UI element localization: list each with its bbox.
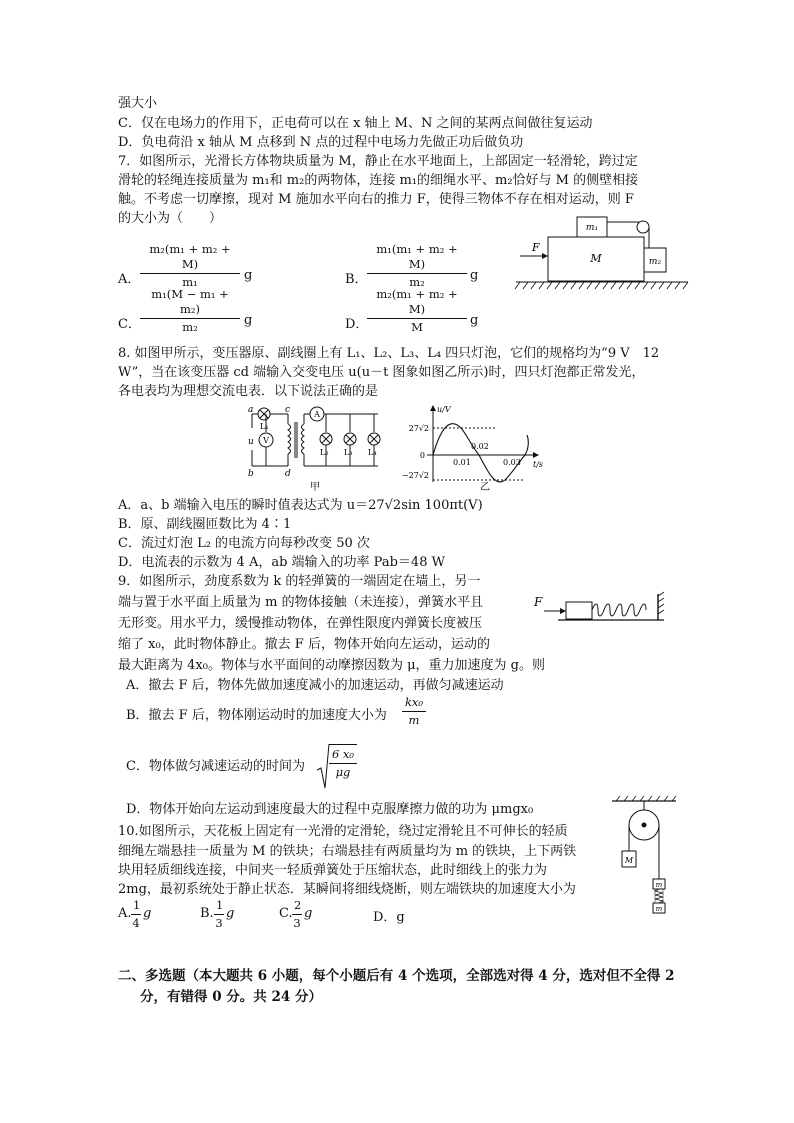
q10-option-c-fraction (292, 898, 302, 931)
lamp-L4-label: L₄ (368, 448, 377, 457)
y-min-label: −27√2 (401, 471, 429, 480)
q7-option-a-g: g (244, 268, 253, 283)
q9-option-d: D．物体开始向左运动到速度最大的过程中克服摩擦力做的功为 μmgx₀ (126, 802, 534, 817)
q8-stem-line3: 各电表均为理想交流电表．以下说法正确的是 (118, 384, 379, 399)
q9-sqrt-bar (329, 744, 357, 745)
q9-option-c-denominator: μg (335, 765, 351, 779)
q10-option-a-label: A. (118, 906, 132, 921)
section2-heading-line2: 分，有错得 0 分。共 24 分） (140, 989, 322, 1005)
m2-label: m₂ (648, 257, 662, 267)
q10-M-label: M (624, 856, 634, 865)
q9-figure (528, 590, 678, 630)
q10-option-c-g: g (304, 906, 313, 921)
q10-option-c-denominator: 3 (293, 916, 301, 930)
q8-stem-line2: W”，当在该变压器 cd 端输入交变电压 u(u－t 图象如图乙所示)时，四只灯泡都正常发光， (118, 365, 645, 380)
q9-option-b-denominator: m (408, 713, 420, 727)
q9-option-a: A．撤去 F 后，物体先做加速度减小的加速运动，再做匀减速运动 (126, 678, 504, 693)
q6-tail-line: 强大小 (118, 96, 158, 111)
q9-option-c: C．物体做匀减速运动的时间为 (126, 759, 305, 774)
sine-curve (433, 424, 528, 482)
terminal-c: c (285, 405, 291, 415)
lamp-L1-label: L₁ (260, 422, 269, 431)
q9-option-b-numerator: kx₀ (402, 695, 426, 712)
terminal-b: b (248, 469, 254, 479)
q9-option-c-fraction (329, 747, 357, 780)
ammeter-label: A (314, 410, 320, 419)
q10-option-a-g: g (143, 906, 152, 921)
force-arrowhead (542, 253, 548, 259)
q7-option-b-numerator: m₁(m₁ + m₂ + M) (367, 242, 467, 274)
q9-stem-line4: 缩了 x₀，此时物体静止。撤去 F 后，物体开始向左运动，运动的 (118, 637, 490, 652)
q7-option-c-numerator: m₁(M − m₁ + m₂) (140, 287, 240, 319)
q10-option-a-denominator: 4 (132, 916, 140, 930)
q8-circuit-figure (240, 400, 390, 495)
tick-0-01: 0.01 (453, 458, 471, 467)
pulley (637, 221, 649, 233)
q9-F-label: F (534, 595, 543, 609)
voltage-u-label: u (248, 437, 254, 447)
q9-force-arrowhead (560, 608, 566, 614)
q7-option-a-numerator: m₂(m₁ + m₂ + M) (140, 242, 240, 274)
q10-option-b-denominator: 3 (215, 916, 223, 930)
q10-option-b-g: g (226, 906, 235, 921)
q9-block (566, 602, 592, 619)
q7-figure (512, 212, 690, 294)
q10-stem-line4: 2mg，最初系统处于静止状态．某瞬间将细线烧断，则左端铁块的加速度大小为 (118, 882, 576, 897)
q7-option-a-denominator: m₁ (182, 275, 198, 289)
q10-m-lower-label: m (655, 905, 663, 913)
q8-option-d: D．电流表的示数为 4 A，ab 端输入的功率 Pab＝48 W (118, 555, 445, 570)
q7-option-c-label: C． (118, 317, 141, 332)
q7-stem-line1: 7．如图所示，光滑长方体物块质量为 M，静止在水平地面上，上部固定一轻滑轮，跨过定 (118, 154, 638, 169)
q7-option-d-fraction (367, 287, 467, 335)
q10-option-b-numerator: 1 (214, 898, 224, 915)
primary-coil (288, 424, 291, 454)
q10-stem-line1: 10.如图所示，天花板上固定有一光滑的定滑轮，绕过定滑轮且不可伸长的轻质 (118, 824, 568, 839)
q7-option-a-fraction (140, 242, 240, 290)
q9-option-c-numerator: 6 x₀ (329, 747, 357, 764)
voltmeter-label: V (263, 436, 269, 445)
q9-stem-line2: 端与置于水平面上质量为 m 的物体接触（未连接），弹簧水平且 (118, 595, 484, 610)
q7-option-a-label: A． (118, 272, 141, 287)
q7-option-b-label: B． (345, 272, 368, 287)
q6-option-c: C．仅在电场力的作用下，正电荷可以在 x 轴上 M、N 之间的某两点间做往复运动 (118, 116, 593, 131)
q9-stem-line3: 无形变。用水平力，缓慢推动物体，在弹性限度内弹簧长度被压 (118, 616, 483, 631)
figure-jia-caption: 甲 (310, 482, 320, 493)
section2-heading-line1: 二、多选题（本大题共 6 小题，每个小题后有 4 个选项，全部选对得 4 分，选对但不全得 2 (118, 968, 675, 984)
q10-figure (608, 795, 680, 923)
q7-option-d-label: D． (345, 317, 369, 332)
q10-stem-line2: 细绳左端悬挂一质量为 M 的铁块；右端悬挂有两质量均为 m 的铁块，上下两铁 (118, 844, 577, 859)
q7-option-c-fraction (140, 287, 240, 335)
q7-option-b-g: g (470, 268, 479, 283)
q7-option-d-g: g (470, 313, 479, 328)
q7-option-c-g: g (244, 313, 253, 328)
M-label: M (590, 252, 602, 265)
q10-spring (655, 889, 663, 903)
q6-option-d: D．负电荷沿 x 轴从 M 点移到 N 点的过程中电场力先做正功后做负功 (118, 135, 524, 150)
q7-stem-line2: 滑轮的轻绳连接质量为 m₁和 m₂的两物体，连接 m₁的细绳水平、m₂恰好与 M 的侧壁相接 (118, 173, 639, 188)
q10-option-a-numerator: 1 (131, 898, 141, 915)
q10-option-d: D．g (373, 910, 405, 925)
q10-option-c-numerator: 2 (292, 898, 302, 915)
q7-stem-line3: 触。不考虑一切摩擦，现对 M 施加水平向右的推力 F，使得三物体不存在相对运动，则 F (118, 192, 634, 207)
ground-hatch (515, 282, 688, 289)
terminal-d: d (285, 469, 291, 479)
q10-option-b-label: B. (200, 906, 214, 921)
terminal-a: a (248, 405, 254, 415)
lamp-L2-label: L₂ (320, 448, 329, 457)
q10-stem-line3: 块用轻质细线连接，中间夹一轻质弹簧处于压缩状态，此时细线上的张力为 (118, 863, 548, 878)
q9-option-b: B．撤去 F 后，物体刚运动时的加速度大小为 (126, 708, 387, 723)
tick-0-02: 0.02 (471, 442, 489, 451)
q7-option-b-fraction (367, 242, 467, 290)
q10-m-upper-label: m (655, 881, 663, 889)
y-axis-label: u/V (437, 405, 451, 414)
q8-option-a: A．a、b 端输入电压的瞬时值表达式为 u＝27√2sin 100πt(V) (118, 498, 483, 513)
q7-option-b-denominator: m₂ (409, 275, 425, 289)
origin-label: 0 (419, 451, 425, 460)
q9-stem-line5: 最大距离为 4x₀。物体与水平面间的动摩擦因数为 μ，重力加速度为 g。则 (118, 658, 545, 673)
q9-stem-line1: 9．如图所示，劲度系数为 k 的轻弹簧的一端固定在墙上，另一 (118, 574, 481, 589)
lamp-L3-label: L₃ (344, 448, 353, 457)
y-max-label: 27√2 (408, 424, 429, 433)
q8-option-c: C．流过灯泡 L₂ 的电流方向每秒改变 50 次 (118, 536, 370, 551)
m1-label: m₁ (585, 223, 599, 233)
q9-spring (592, 604, 646, 616)
q8-waveform-figure (395, 400, 555, 495)
q7-option-c-denominator: m₂ (182, 320, 198, 334)
x-axis-label: t/s (533, 460, 544, 469)
q10-option-b-fraction (214, 898, 224, 931)
F-label: F (532, 241, 540, 254)
q7-option-d-numerator: m₂(m₁ + m₂ + M) (367, 287, 467, 319)
figure-yi-caption: 乙 (480, 482, 490, 493)
q10-option-c-label: C. (279, 906, 293, 921)
q9-option-b-fraction (402, 695, 426, 728)
secondary-coil (302, 424, 305, 454)
q7-stem-line4: 的大小为（ ） (118, 211, 223, 226)
tick-0-03: 0.03 (503, 458, 521, 467)
q10-option-a-fraction (131, 898, 141, 931)
q8-stem-line1: 8. 如图甲所示，变压器原、副线圈上有 L₁、L₂、L₃、L₄ 四只灯泡，它们的规格均为“9 V 12 (118, 346, 660, 361)
q8-option-b: B．原、副线圈匝数比为 4∶1 (118, 517, 292, 532)
q9-sqrt-sign (316, 742, 330, 790)
q7-option-d-denominator: M (411, 320, 423, 334)
